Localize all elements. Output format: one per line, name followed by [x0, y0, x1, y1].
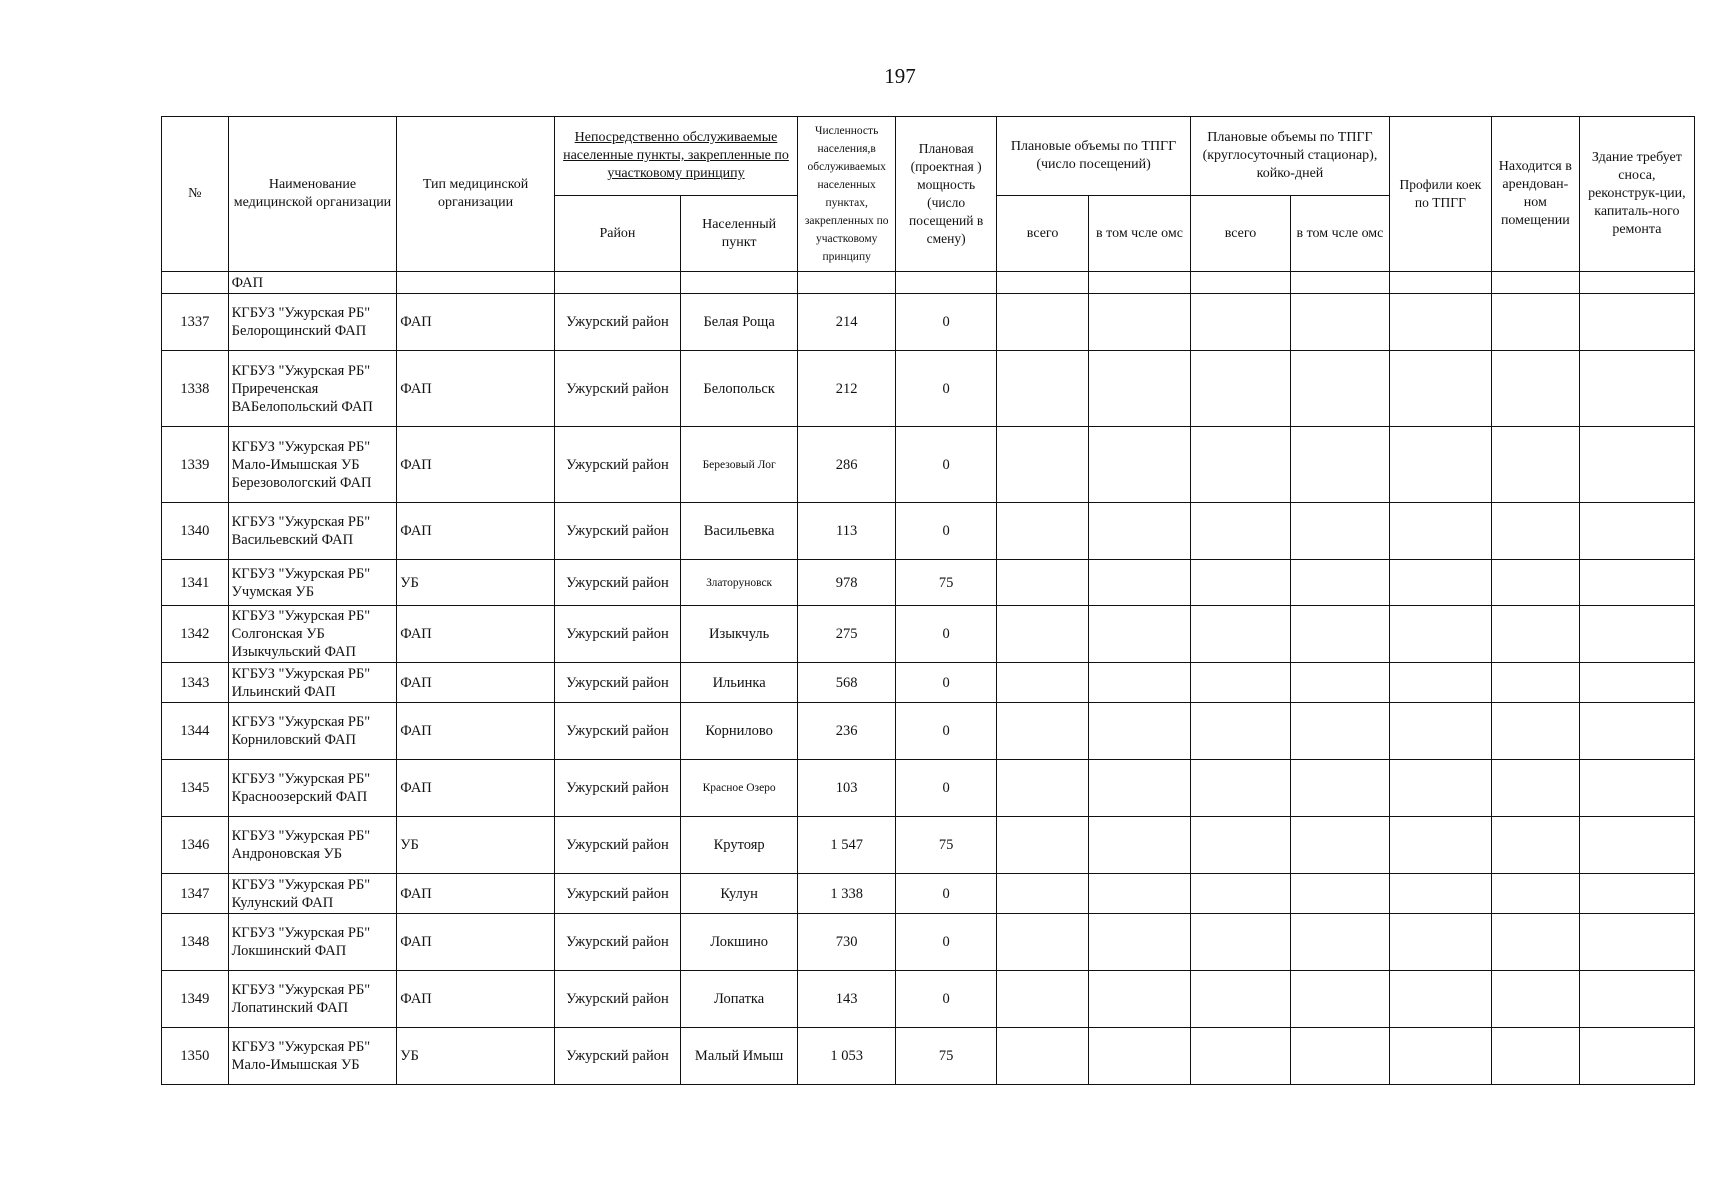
cell-population: 143: [798, 971, 896, 1028]
cell-type: УБ: [397, 560, 555, 606]
cell-rented: [1491, 971, 1579, 1028]
table-row: [162, 560, 1695, 606]
cell-district: Ужурский район: [554, 606, 680, 663]
cell-name: КГБУЗ "Ужурская РБ" Лопатинский ФАП: [228, 971, 397, 1028]
cell-empty: [681, 272, 798, 294]
cell-visits-oms: [1089, 817, 1191, 874]
cell-num: 1341: [162, 560, 229, 606]
cell-visits-total: [997, 427, 1089, 503]
cell-name: КГБУЗ "Ужурская РБ" Приреченская ВАБелопольский ФАП: [228, 351, 397, 427]
cell-profiles: [1389, 874, 1491, 914]
cell-settlement: Белая Роща: [681, 294, 798, 351]
cell-profiles: [1389, 760, 1491, 817]
cell-building: [1579, 1028, 1694, 1085]
cell-rented: [1491, 427, 1579, 503]
header-beds-oms: в том чсле омс: [1290, 196, 1389, 272]
cell-district: Ужурский район: [554, 971, 680, 1028]
cell-empty: [1191, 272, 1291, 294]
cell-type: ФАП: [397, 703, 555, 760]
cell-building: [1579, 606, 1694, 663]
cell-rented: [1491, 760, 1579, 817]
cell-profiles: [1389, 663, 1491, 703]
cell-type: ФАП: [397, 914, 555, 971]
cell-visits-oms: [1089, 294, 1191, 351]
cell-beds-total: [1191, 760, 1291, 817]
cell-type: ФАП: [397, 663, 555, 703]
table-row: [162, 351, 1695, 427]
cell-rented: [1491, 560, 1579, 606]
cell-building: [1579, 874, 1694, 914]
cell-capacity: 0: [896, 351, 997, 427]
cell-beds-oms: [1290, 503, 1389, 560]
cell-beds-oms: [1290, 703, 1389, 760]
header-beds-total: всего: [1191, 196, 1291, 272]
cell-beds-total: [1191, 351, 1291, 427]
cell-num: 1339: [162, 427, 229, 503]
cell-empty: [1491, 272, 1579, 294]
cell-population: 730: [798, 914, 896, 971]
header-profiles: Профили коек по ТПГГ: [1389, 117, 1491, 272]
cell-district: Ужурский район: [554, 351, 680, 427]
cell-name: КГБУЗ "Ужурская РБ" Мало-Имышская УБ: [228, 1028, 397, 1085]
cell-type: ФАП: [397, 294, 555, 351]
header-type: Тип медицинской организации: [397, 117, 555, 272]
cell-num: 1350: [162, 1028, 229, 1085]
header-num: №: [162, 117, 229, 272]
cell-visits-oms: [1089, 606, 1191, 663]
header-capacity-bottom: (число посещений в смену): [908, 195, 984, 246]
header-visits-oms: в том чсле омс: [1089, 196, 1191, 272]
cell-visits-oms: [1089, 703, 1191, 760]
header-direct-group: [554, 117, 797, 196]
table-row: [162, 914, 1695, 971]
cell-district: Ужурский район: [554, 760, 680, 817]
cell-profiles: [1389, 1028, 1491, 1085]
cell-population: 978: [798, 560, 896, 606]
cell-empty: [896, 272, 997, 294]
cell-profiles: [1389, 914, 1491, 971]
cell-visits-oms: [1089, 503, 1191, 560]
cell-rented: [1491, 874, 1579, 914]
cell-district: Ужурский район: [554, 1028, 680, 1085]
cell-beds-oms: [1290, 663, 1389, 703]
cell-building: [1579, 427, 1694, 503]
cell-profiles: [1389, 351, 1491, 427]
table-row: [162, 971, 1695, 1028]
cell-settlement: Корнилово: [681, 703, 798, 760]
cell-num: 1342: [162, 606, 229, 663]
cell-name: КГБУЗ "Ужурская РБ" Корниловский ФАП: [228, 703, 397, 760]
cell-settlement: Васильевка: [681, 503, 798, 560]
cell-num: 1344: [162, 703, 229, 760]
cell-visits-oms: [1089, 971, 1191, 1028]
cell-num: 1348: [162, 914, 229, 971]
cell-profiles: [1389, 560, 1491, 606]
cell-visits-oms: [1089, 874, 1191, 914]
cell-capacity: 0: [896, 606, 997, 663]
table-row: [162, 817, 1695, 874]
cell-building: [1579, 914, 1694, 971]
table-row: [162, 503, 1695, 560]
cell-empty: [397, 272, 555, 294]
cell-num: 1340: [162, 503, 229, 560]
cell-beds-total: [1191, 427, 1291, 503]
cell-capacity: 0: [896, 663, 997, 703]
cell-capacity: 0: [896, 294, 997, 351]
cell-visits-oms: [1089, 760, 1191, 817]
table-row: [162, 663, 1695, 703]
cell-building: [1579, 294, 1694, 351]
cell-beds-oms: [1290, 1028, 1389, 1085]
cell-visits-total: [997, 663, 1089, 703]
cell-beds-oms: [1290, 760, 1389, 817]
cell-type: ФАП: [397, 503, 555, 560]
cell-beds-total: [1191, 606, 1291, 663]
cell-beds-oms: [1290, 914, 1389, 971]
header-capacity-top: Плановая (проектная ) мощность: [910, 141, 982, 192]
cell-district: Ужурский район: [554, 427, 680, 503]
cell-type: ФАП: [397, 971, 555, 1028]
cell-visits-total: [997, 560, 1089, 606]
cell-population: 286: [798, 427, 896, 503]
cell-name: КГБУЗ "Ужурская РБ" Локшинский ФАП: [228, 914, 397, 971]
cell-district: Ужурский район: [554, 817, 680, 874]
cell-beds-oms: [1290, 427, 1389, 503]
header-visits-total: всего: [997, 196, 1089, 272]
cell-settlement: Красное Озеро: [681, 760, 798, 817]
cell-name: КГБУЗ "Ужурская РБ" Ильинский ФАП: [228, 663, 397, 703]
cell-capacity: 75: [896, 1028, 997, 1085]
cell-beds-total: [1191, 914, 1291, 971]
cell-visits-oms: [1089, 351, 1191, 427]
table-row: [162, 703, 1695, 760]
cell-empty: [997, 272, 1089, 294]
cell-beds-total: [1191, 560, 1291, 606]
cell-settlement: Белопольск: [681, 351, 798, 427]
table-row: [162, 427, 1695, 503]
cell-capacity: 0: [896, 971, 997, 1028]
cell-empty: [554, 272, 680, 294]
cell-population: 275: [798, 606, 896, 663]
table-row: [162, 1028, 1695, 1085]
cell-population: 113: [798, 503, 896, 560]
cell-visits-total: [997, 503, 1089, 560]
table-row: [162, 606, 1695, 663]
cell-population: 236: [798, 703, 896, 760]
cell-district: Ужурский район: [554, 703, 680, 760]
cell-rented: [1491, 663, 1579, 703]
cell-beds-total: [1191, 703, 1291, 760]
cell-population: 214: [798, 294, 896, 351]
cell-name: КГБУЗ "Ужурская РБ" Васильевский ФАП: [228, 503, 397, 560]
cell-building: [1579, 760, 1694, 817]
cell-district: Ужурский район: [554, 663, 680, 703]
cell-beds-total: [1191, 663, 1291, 703]
cell-name: ФАП: [228, 272, 397, 294]
cell-type: ФАП: [397, 760, 555, 817]
cell-population: 1 547: [798, 817, 896, 874]
cell-visits-oms: [1089, 914, 1191, 971]
cell-building: [1579, 560, 1694, 606]
header-rented: Находится в арендован-ном помещении: [1491, 117, 1579, 272]
cell-profiles: [1389, 606, 1491, 663]
cell-visits-total: [997, 294, 1089, 351]
cell-rented: [1491, 817, 1579, 874]
cell-district: Ужурский район: [554, 874, 680, 914]
cell-profiles: [1389, 503, 1491, 560]
cell-visits-oms: [1089, 427, 1191, 503]
cell-population: 1 338: [798, 874, 896, 914]
cell-settlement: Локшино: [681, 914, 798, 971]
cell-population: 568: [798, 663, 896, 703]
cell-num: 1338: [162, 351, 229, 427]
cell-beds-total: [1191, 503, 1291, 560]
cell-beds-total: [1191, 874, 1291, 914]
cell-settlement: Ильинка: [681, 663, 798, 703]
page-number: 197: [884, 64, 916, 88]
cell-beds-total: [1191, 817, 1291, 874]
cell-name: КГБУЗ "Ужурская РБ" Красноозерский ФАП: [228, 760, 397, 817]
cell-capacity: 0: [896, 427, 997, 503]
cell-visits-total: [997, 874, 1089, 914]
cell-beds-oms: [1290, 294, 1389, 351]
cell-name: КГБУЗ "Ужурская РБ" Андроновская УБ: [228, 817, 397, 874]
header-visits-group: Плановые объемы по ТПГГ (число посещений): [997, 117, 1191, 196]
cell-empty: [1389, 272, 1491, 294]
facilities-table: [161, 116, 1695, 1085]
carry-over-row: [162, 272, 1695, 294]
cell-building: [1579, 703, 1694, 760]
cell-visits-total: [997, 351, 1089, 427]
cell-visits-oms: [1089, 663, 1191, 703]
cell-rented: [1491, 914, 1579, 971]
header-district: Район: [554, 196, 680, 272]
cell-num: 1345: [162, 760, 229, 817]
cell-building: [1579, 817, 1694, 874]
cell-visits-total: [997, 703, 1089, 760]
cell-beds-oms: [1290, 351, 1389, 427]
cell-type: УБ: [397, 1028, 555, 1085]
cell-type: УБ: [397, 817, 555, 874]
cell-num: 1349: [162, 971, 229, 1028]
cell-type: ФАП: [397, 427, 555, 503]
cell-empty: [798, 272, 896, 294]
cell-capacity: 0: [896, 914, 997, 971]
cell-beds-oms: [1290, 874, 1389, 914]
cell-visits-oms: [1089, 560, 1191, 606]
cell-settlement: Березовый Лог: [681, 427, 798, 503]
table-row: [162, 874, 1695, 914]
cell-capacity: 0: [896, 760, 997, 817]
header-settlement: Населенный пункт: [681, 196, 798, 272]
cell-profiles: [1389, 703, 1491, 760]
cell-settlement: Лопатка: [681, 971, 798, 1028]
cell-building: [1579, 971, 1694, 1028]
cell-empty: [1579, 272, 1694, 294]
cell-empty: [1089, 272, 1191, 294]
cell-beds-total: [1191, 294, 1291, 351]
cell-district: Ужурский район: [554, 503, 680, 560]
header-beds-group: Плановые объемы по ТПГГ (круглосуточный стационар), койко-дней: [1191, 117, 1390, 196]
cell-name: КГБУЗ "Ужурская РБ" Кулунский ФАП: [228, 874, 397, 914]
cell-building: [1579, 663, 1694, 703]
cell-type: ФАП: [397, 874, 555, 914]
cell-settlement: Кулун: [681, 874, 798, 914]
cell-population: 103: [798, 760, 896, 817]
table-row: [162, 294, 1695, 351]
cell-settlement: Изыкчуль: [681, 606, 798, 663]
cell-population: 1 053: [798, 1028, 896, 1085]
cell-district: Ужурский район: [554, 294, 680, 351]
header-capacity: [896, 117, 997, 272]
cell-beds-oms: [1290, 817, 1389, 874]
cell-settlement: Малый Имыш: [681, 1028, 798, 1085]
cell-beds-oms: [1290, 971, 1389, 1028]
cell-capacity: 75: [896, 817, 997, 874]
cell-visits-total: [997, 914, 1089, 971]
table-row: [162, 760, 1695, 817]
cell-visits-oms: [1089, 1028, 1191, 1085]
cell-num: 1347: [162, 874, 229, 914]
cell-visits-total: [997, 971, 1089, 1028]
cell-empty: [1290, 272, 1389, 294]
cell-num: 1337: [162, 294, 229, 351]
cell-beds-oms: [1290, 606, 1389, 663]
cell-settlement: Златоруновск: [681, 560, 798, 606]
header-direct-group-text: Непосредственно обслуживаемые населенные пункты, закрепленные по участковому принципу: [563, 130, 789, 181]
cell-rented: [1491, 294, 1579, 351]
cell-rented: [1491, 606, 1579, 663]
cell-settlement: Крутояр: [681, 817, 798, 874]
cell-rented: [1491, 1028, 1579, 1085]
header-building: Здание требует сноса, реконструк-ции, капиталь-ного ремонта: [1579, 117, 1694, 272]
cell-capacity: 0: [896, 703, 997, 760]
table-body: [162, 294, 1695, 1085]
cell-beds-total: [1191, 1028, 1291, 1085]
cell-name: КГБУЗ "Ужурская РБ" Белорощинский ФАП: [228, 294, 397, 351]
cell-rented: [1491, 351, 1579, 427]
cell-visits-total: [997, 760, 1089, 817]
cell-profiles: [1389, 294, 1491, 351]
cell-building: [1579, 351, 1694, 427]
cell-visits-total: [997, 817, 1089, 874]
cell-profiles: [1389, 971, 1491, 1028]
cell-rented: [1491, 503, 1579, 560]
cell-visits-total: [997, 606, 1089, 663]
cell-profiles: [1389, 817, 1491, 874]
cell-name: КГБУЗ "Ужурская РБ" Солгонская УБ Изыкчульский ФАП: [228, 606, 397, 663]
cell-building: [1579, 503, 1694, 560]
cell-population: 212: [798, 351, 896, 427]
cell-num: 1343: [162, 663, 229, 703]
cell-profiles: [1389, 427, 1491, 503]
cell-capacity: 75: [896, 560, 997, 606]
cell-name: КГБУЗ "Ужурская РБ" Учумская УБ: [228, 560, 397, 606]
cell-district: Ужурский район: [554, 560, 680, 606]
cell-empty: [162, 272, 229, 294]
cell-capacity: 0: [896, 874, 997, 914]
cell-type: ФАП: [397, 606, 555, 663]
cell-district: Ужурский район: [554, 914, 680, 971]
header-name: Наименование медицинской организации: [228, 117, 397, 272]
cell-beds-oms: [1290, 560, 1389, 606]
cell-num: 1346: [162, 817, 229, 874]
cell-capacity: 0: [896, 503, 997, 560]
cell-type: ФАП: [397, 351, 555, 427]
cell-visits-total: [997, 1028, 1089, 1085]
cell-beds-total: [1191, 971, 1291, 1028]
header-population: Численность населения,в обслуживаемых населенных пунктах, закрепленных по участковому принципу: [798, 117, 896, 272]
cell-name: КГБУЗ "Ужурская РБ" Мало-Имышская УБ Березовологский ФАП: [228, 427, 397, 503]
cell-rented: [1491, 703, 1579, 760]
